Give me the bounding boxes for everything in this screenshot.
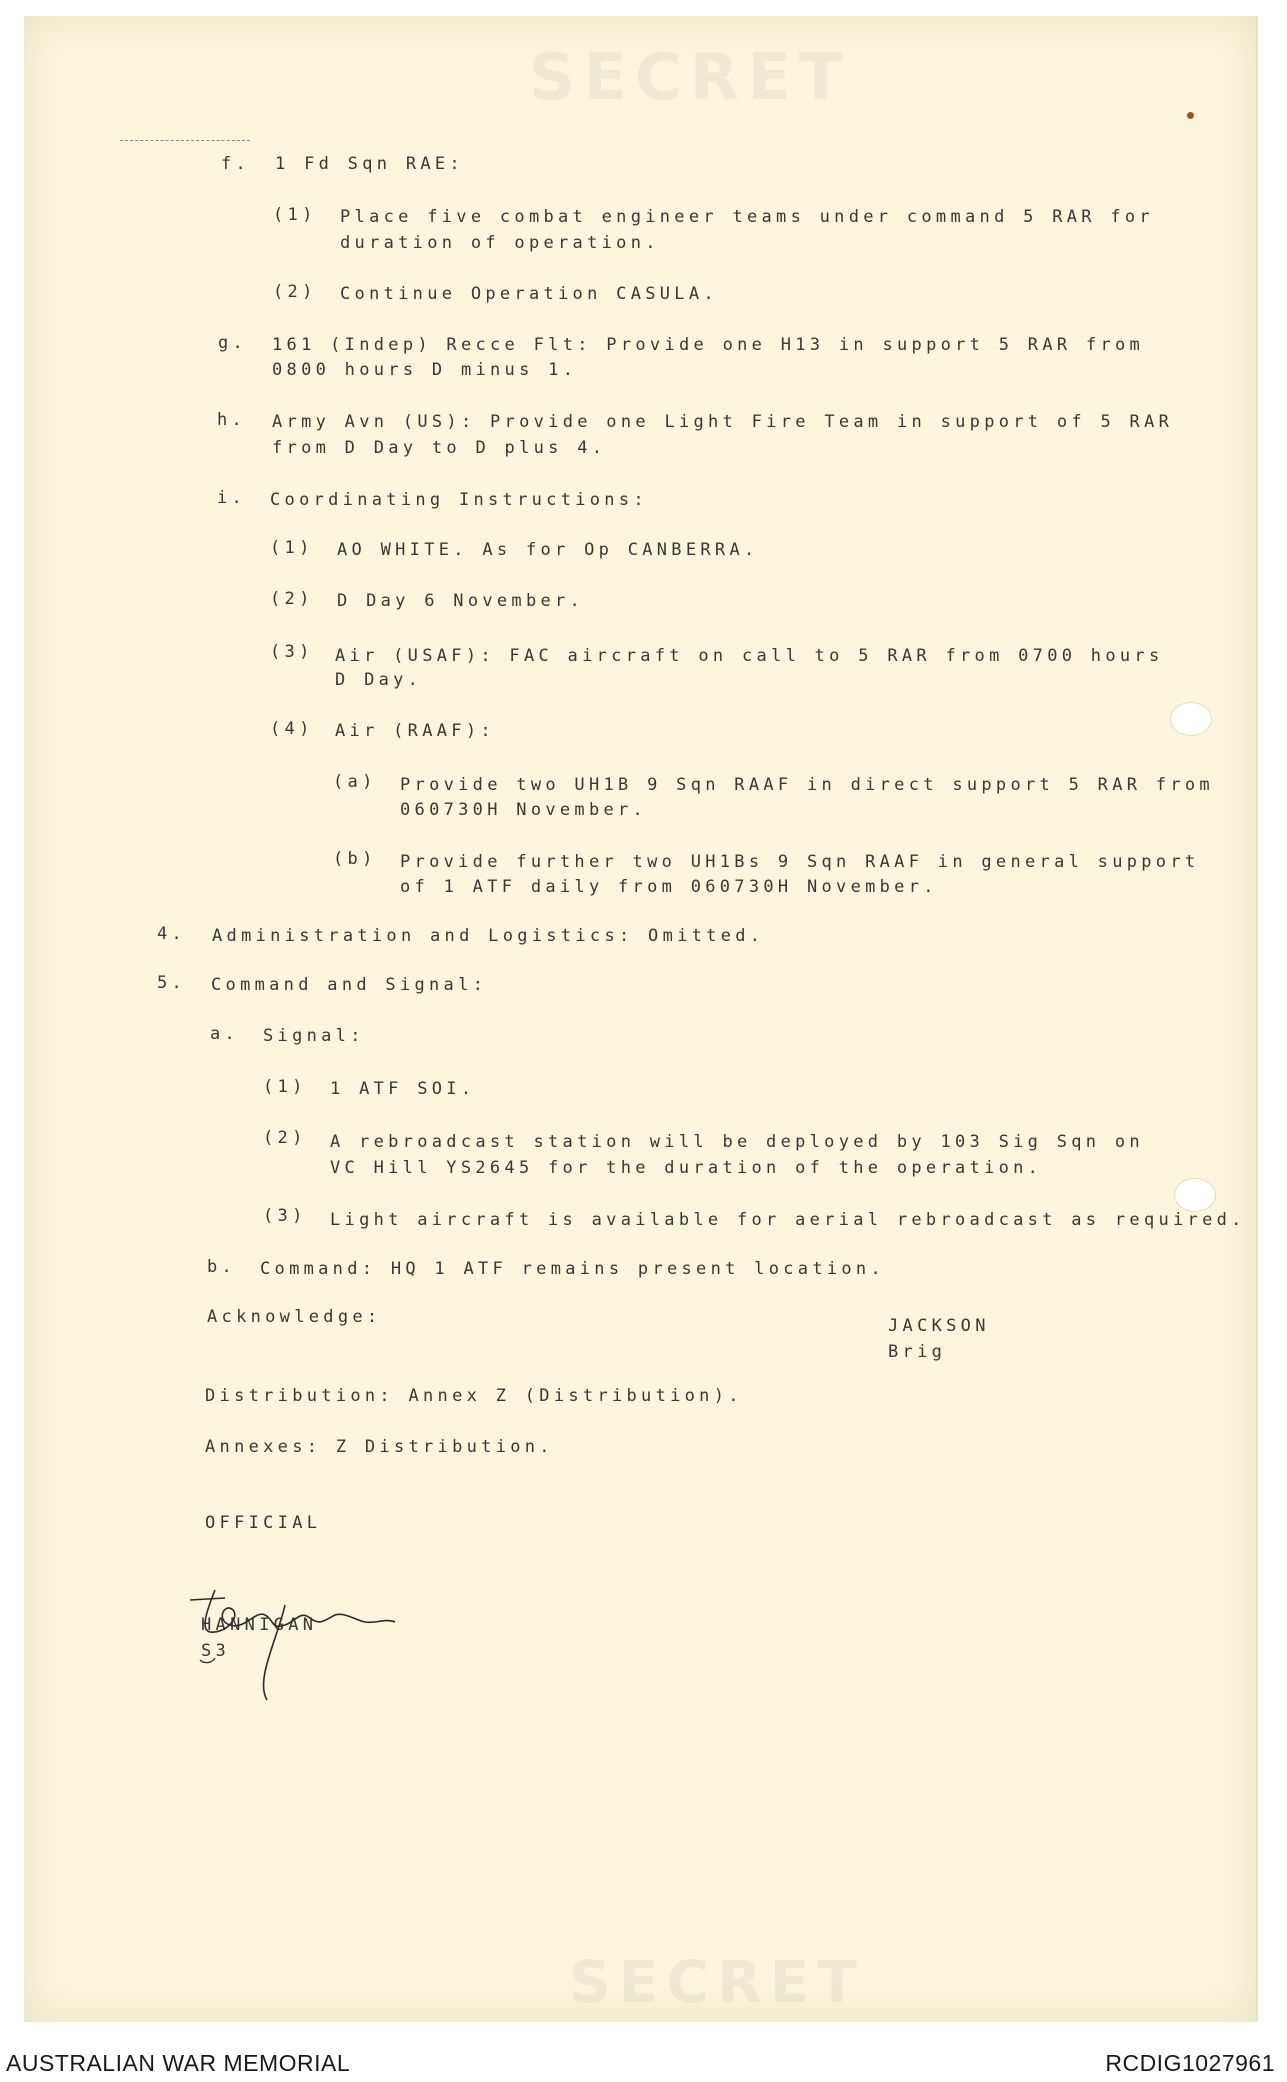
section-5a2-line1: A rebroadcast station will be deployed by 103 Sig Sqn on [330, 1132, 1144, 1152]
signatory-rank: Brig [888, 1342, 947, 1362]
footer-record-id: RCDIG1027961 [1105, 2050, 1275, 2076]
section-5b-marker: b. [207, 1257, 237, 1277]
signatory-name: JACKSON [888, 1316, 990, 1336]
document-page [24, 16, 1258, 2022]
punch-hole-lower [1174, 1178, 1216, 1212]
section-5a1-marker: (1) [263, 1077, 307, 1097]
para-i-sub-b-line1: Provide further two UH1Bs 9 Sqn RAAF in general support [400, 852, 1200, 872]
margin-dash [120, 140, 250, 141]
show-through-mark-bottom: SECRET [569, 1948, 865, 2016]
para-i-item4-text: Air (RAAF): [335, 721, 495, 741]
section-5a-marker: a. [210, 1024, 240, 1044]
para-i-marker: i. [217, 488, 247, 508]
para-h-marker: h. [217, 410, 247, 430]
para-i-item3-marker: (3) [270, 642, 314, 662]
distribution-line: Distribution: Annex Z (Distribution). [205, 1386, 743, 1406]
para-f-item2-text: Continue Operation CASULA. [340, 284, 718, 304]
punch-hole-upper [1170, 702, 1212, 736]
section-5a3-marker: (3) [263, 1206, 307, 1226]
para-f-item2-marker: (2) [273, 282, 317, 302]
para-i-sub-a-line2: 060730H November. [400, 800, 648, 820]
footer-archive-credit: AUSTRALIAN WAR MEMORIAL [6, 2050, 351, 2076]
section-5a2-marker: (2) [263, 1128, 307, 1148]
para-i-item1-marker: (1) [270, 538, 314, 558]
para-f-item1-marker: (1) [273, 205, 317, 225]
official-label: OFFICIAL [205, 1513, 322, 1533]
section-5a3-text: Light aircraft is available for aerial rebroadcast as required. [330, 1210, 1246, 1230]
section-5a-heading: Signal: [263, 1026, 365, 1046]
para-i-sub-b-marker: (b) [333, 849, 377, 869]
para-g-line1: 161 (Indep) Recce Flt: Provide one H13 in support 5 RAR from [272, 335, 1145, 355]
section-5b-text: Command: HQ 1 ATF remains present location. [260, 1259, 885, 1279]
section-5-heading: Command and Signal: [211, 975, 488, 995]
section-4-marker: 4. [157, 924, 187, 944]
section-5a2-line2: VC Hill YS2645 for the duration of the operation. [330, 1158, 1043, 1178]
section-5-marker: 5. [157, 973, 187, 993]
para-i-item2-text: D Day 6 November. [337, 591, 585, 611]
para-i-item2-marker: (2) [270, 589, 314, 609]
para-f-item1-line1: Place five combat engineer teams under command 5 RAR for [340, 207, 1154, 227]
official-appointment: S3 [201, 1641, 231, 1661]
acknowledge-label: Acknowledge: [207, 1307, 382, 1327]
para-h-line2: from D Day to D plus 4. [272, 438, 607, 458]
para-g-marker: g. [218, 333, 248, 353]
para-i-item1-text: AO WHITE. As for Op CANBERRA. [337, 540, 759, 560]
para-g-line2: 0800 hours D minus 1. [272, 360, 578, 380]
para-i-item4-marker: (4) [270, 719, 314, 739]
para-i-item3-line2: D Day. [335, 670, 423, 690]
para-i-sub-b-line2: of 1 ATF daily from 060730H November. [400, 877, 938, 897]
para-i-sub-a-line1: Provide two UH1B 9 Sqn RAAF in direct support 5 RAR from [400, 775, 1214, 795]
para-f-heading: 1 Fd Sqn RAE: [275, 154, 464, 174]
para-f-marker: f. [221, 154, 251, 174]
section-5a1-text: 1 ATF SOI. [330, 1079, 476, 1099]
show-through-mark-top: SECRET [529, 41, 851, 115]
para-h-line1: Army Avn (US): Provide one Light Fire Team in support of 5 RAR [272, 412, 1174, 432]
para-f-item1-line2: duration of operation. [340, 233, 660, 253]
section-4-text: Administration and Logistics: Omitted. [212, 926, 765, 946]
para-i-item3-line1: Air (USAF): FAC aircraft on call to 5 RAR from 0700 hours [335, 646, 1164, 666]
annexes-line: Annexes: Z Distribution. [205, 1437, 554, 1457]
handwritten-signature [185, 1570, 415, 1710]
para-i-sub-a-marker: (a) [333, 772, 377, 792]
para-i-heading: Coordinating Instructions: [270, 490, 648, 510]
official-name: HANNIGAN [201, 1615, 318, 1635]
rust-spot [1187, 112, 1194, 119]
